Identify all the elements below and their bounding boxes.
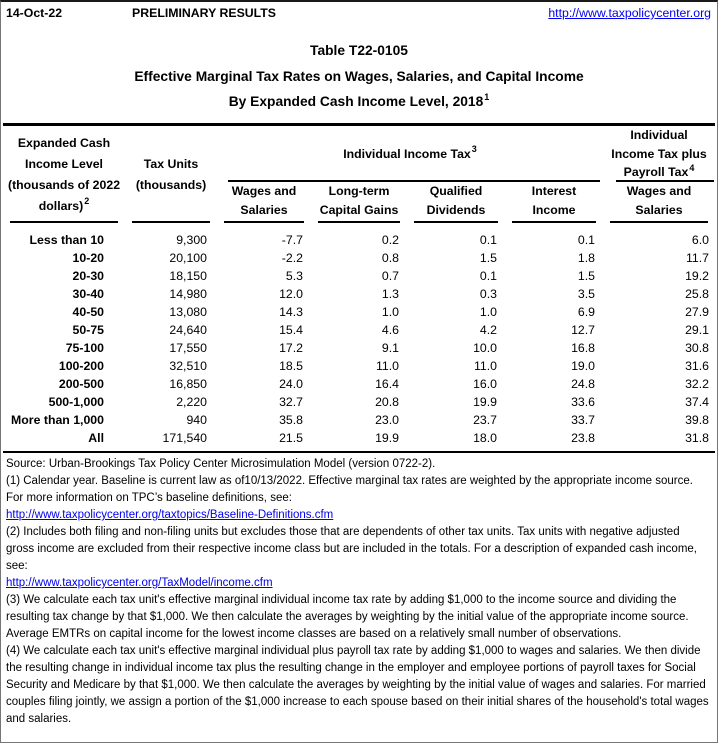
group-header-individual-income-tax: Individual Income Tax$^3$ — [217, 126, 603, 182]
value-cell: 6.9 — [577, 305, 596, 319]
table-title: Effective Marginal Tax Rates on Wages, Salaries, and Capital Income — [134, 69, 584, 84]
footnote-text: Source: Urban-Brookings Tax Policy Center Microsimulation Model (version 0722-2). — [6, 458, 436, 470]
value-cell: 16.4 — [375, 377, 399, 391]
value-cell: 1.5 — [577, 269, 596, 283]
value-cell: 23.7 — [473, 413, 497, 427]
value-cell: 19.9 — [473, 395, 497, 409]
value-cell: 21.5 — [279, 431, 303, 445]
value-cell: 33.6 — [571, 395, 596, 409]
value-cell: 1.0 — [479, 305, 497, 319]
income-level-cell: 200-500 — [58, 377, 104, 391]
value-cell: 33.7 — [571, 413, 596, 427]
footnote-link[interactable]: http://www.taxpolicycenter.org/taxtopics/Baseline-Definitions.cfm — [6, 509, 334, 521]
table-row — [3, 249, 715, 267]
table-row — [3, 285, 715, 303]
value-cell: 4.2 — [479, 323, 497, 337]
value-cell: 0.1 — [577, 233, 596, 247]
value-cell: 3.5 — [577, 287, 596, 301]
value-cell: 5.3 — [285, 269, 303, 283]
value-cell: 20.8 — [375, 395, 399, 409]
value-cell: 16.0 — [473, 377, 497, 391]
emtr-table — [3, 126, 715, 451]
income-level-cell: 30-40 — [72, 287, 104, 301]
value-cell: 35.8 — [279, 413, 303, 427]
tpc-website-link[interactable]: http://www.taxpolicycenter.org — [548, 6, 711, 20]
value-cell: 2,220 — [176, 395, 207, 409]
value-cell: 16.8 — [571, 341, 596, 355]
value-cell: 18.5 — [279, 359, 303, 373]
value-cell: 0.8 — [381, 251, 399, 265]
value-cell: 1.5 — [479, 251, 497, 265]
value-cell: -2.2 — [281, 251, 303, 265]
table-row — [3, 375, 715, 393]
value-cell: 18.0 — [473, 431, 497, 445]
value-cell: 32,510 — [169, 359, 207, 373]
value-cell: 4.6 — [381, 323, 399, 337]
value-cell: 20,100 — [169, 251, 207, 265]
value-cell: 0.1 — [479, 233, 497, 247]
income-level-cell: 20-30 — [72, 269, 104, 283]
footnote-text: (2) Includes both filing and non-filing units but excludes those that are dependents of other tax units. Tax units with negative adjusted gross income are excluded from their respective income class but are included in the totals. For a description of expanded cash income, see: — [6, 526, 697, 572]
value-cell: 6.0 — [691, 233, 710, 247]
table-row — [3, 393, 715, 411]
value-cell: 25.8 — [685, 287, 710, 301]
value-cell: 37.4 — [685, 395, 710, 409]
value-cell: 9,300 — [176, 233, 207, 247]
value-cell: 940 — [186, 413, 207, 427]
subheader-long-term-capital-gains: Long-term Capital Gains — [311, 182, 407, 223]
value-cell: 14,980 — [169, 287, 207, 301]
col-header-tax-units: Tax Units (thousands) — [125, 126, 217, 223]
subheader-qualified-dividends: Qualified Dividends — [407, 182, 505, 223]
subheader-interest-income: Interest Income — [505, 182, 603, 223]
income-level-cell: More than 1,000 — [11, 413, 104, 427]
value-cell: 1.3 — [381, 287, 399, 301]
value-cell: 24.0 — [279, 377, 303, 391]
footnotes — [1, 453, 717, 728]
footnote-link[interactable]: http://www.taxpolicycenter.org/TaxModel/income.cfm — [6, 577, 273, 589]
table-row — [3, 411, 715, 429]
value-cell: 11.0 — [375, 359, 399, 373]
value-cell: 1.0 — [381, 305, 399, 319]
value-cell: 31.6 — [685, 359, 710, 373]
value-cell: 30.8 — [685, 341, 710, 355]
value-cell: 16,850 — [169, 377, 207, 391]
table-row — [3, 321, 715, 339]
table-row — [3, 339, 715, 357]
value-cell: 31.8 — [685, 431, 710, 445]
preliminary-results-label: PRELIMINARY RESULTS — [132, 6, 276, 20]
value-cell: -7.7 — [281, 233, 303, 247]
value-cell: 1.8 — [577, 251, 596, 265]
value-cell: 19.0 — [571, 359, 596, 373]
value-cell: 10.0 — [473, 341, 497, 355]
value-cell: 15.4 — [279, 323, 303, 337]
footnote-ref-1: 1 — [484, 92, 490, 103]
top-bar — [1, 2, 717, 21]
data-table-container — [3, 123, 715, 453]
footnote-ref-3: 3 — [471, 144, 477, 155]
value-cell: 0.2 — [381, 233, 399, 247]
income-level-cell: Less than 10 — [29, 233, 104, 247]
value-cell: 29.1 — [685, 323, 710, 337]
value-cell: 12.7 — [571, 323, 596, 337]
value-cell: 19.2 — [685, 269, 710, 283]
table-header — [3, 126, 715, 223]
table-row — [3, 303, 715, 321]
footnote-ref-2: 2 — [84, 196, 90, 207]
value-cell: 24,640 — [169, 323, 207, 337]
footnote-ref-4: 4 — [689, 163, 695, 174]
income-level-cell: All — [88, 431, 104, 445]
value-cell: 12.0 — [279, 287, 303, 301]
value-cell: 19.9 — [375, 431, 399, 445]
table-row — [3, 267, 715, 285]
value-cell: 171,540 — [162, 431, 207, 445]
income-level-cell: 75-100 — [65, 341, 104, 355]
table-subtitle — [1, 93, 717, 110]
table-row — [3, 223, 715, 249]
value-cell: 0.1 — [479, 269, 497, 283]
title-block — [1, 42, 717, 110]
col-header-expanded-cash-income: Expanded Cash Income Level (thousands of 2022 dollars)$^2$ — [3, 126, 125, 223]
income-level-cell: 100-200 — [58, 359, 104, 373]
income-level-cell: 40-50 — [72, 305, 104, 319]
value-cell: 17.2 — [279, 341, 303, 355]
income-level-cell: 50-75 — [72, 323, 104, 337]
footnote-text: (4) We calculate each tax unit's effective marginal individual plus payroll tax rate by adding $1,000 to wages and salaries. We then divide the resulting change in individual income tax plus the resulting change in the employer and employee portions of payroll taxes for Social Security and Medicare by that $1,000. We then calculate the averages by weighting by the initial value of wages and salaries. For married couples filing jointly, we assign a portion of the $1,000 increase to each spouse based on their initial shares of the household's total wages and salaries. — [6, 645, 709, 725]
footnote-text: (1) Calendar year. Baseline is current law as of10/13/2022. Effective marginal tax rates are weighted by the appropriate income source. For more information on TPC’s baseline definitions, see: — [6, 475, 693, 504]
value-cell: 32.7 — [279, 395, 303, 409]
value-cell: 18,150 — [169, 269, 207, 283]
table-row — [3, 357, 715, 375]
value-cell: 0.3 — [479, 287, 497, 301]
subheader-wages-salaries-iit: Wages and Salaries — [217, 182, 311, 223]
income-level-cell: 10-20 — [72, 251, 104, 265]
value-cell: 0.7 — [381, 269, 399, 283]
footnote-text: (3) We calculate each tax unit's effective marginal individual income tax rate by adding $1,000 to the income source and dividing the resulting tax change by that $1,000. We then calculate the averages by weighting by the initial value of the appropriate income source. Average EMTRs on capital income for the lowest income classes are based on a relatively small number of observations. — [6, 594, 689, 640]
value-cell: 14.3 — [279, 305, 303, 319]
value-cell: 23.8 — [571, 431, 596, 445]
table-body — [3, 223, 715, 451]
table-row — [3, 429, 715, 451]
value-cell: 9.1 — [381, 341, 399, 355]
col-header-income-plus-payroll-tax: Individual Income Tax plus Payroll Tax$^4$ — [603, 126, 715, 182]
value-cell: 23.0 — [375, 413, 399, 427]
income-level-cell: 500-1,000 — [48, 395, 104, 409]
value-cell: 39.8 — [685, 413, 710, 427]
value-cell: 17,550 — [169, 341, 207, 355]
value-cell: 32.2 — [685, 377, 710, 391]
value-cell: 11.0 — [473, 359, 497, 373]
report-date: 14-Oct-22 — [6, 6, 63, 20]
table-number-title: Table T22-0105 — [310, 43, 408, 58]
subheader-wages-salaries-payroll: Wages and Salaries — [603, 182, 715, 223]
value-cell: 13,080 — [169, 305, 207, 319]
value-cell: 24.8 — [571, 377, 596, 391]
table-subtitle-text: By Expanded Cash Income Level, 2018 — [228, 94, 484, 109]
value-cell: 27.9 — [685, 305, 710, 319]
value-cell: 11.7 — [685, 251, 710, 265]
